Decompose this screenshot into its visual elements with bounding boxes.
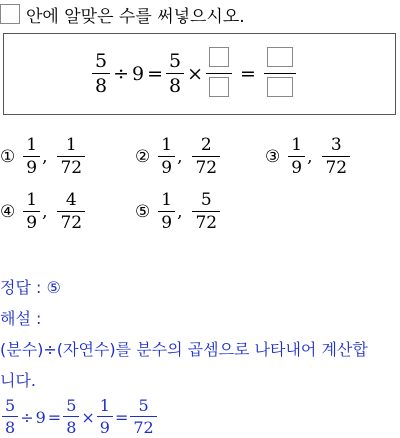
fraction-a [158,137,175,177]
numerator: 3 [330,135,342,155]
explanation-line-1: (분수)÷(자연수)를 분수의 곱셈으로 나타내어 계산합 [0,340,368,359]
equals-sign: = [47,407,62,427]
numerator: 1 [291,135,303,155]
fraction-5-8 [92,52,110,96]
divide-sign: ÷ [20,407,34,427]
denominator: 8 [92,73,110,96]
explanation-line-2: 니다. [0,371,36,390]
fraction-5-8-second [63,398,79,436]
fraction-b [322,137,350,177]
denominator: 72 [192,211,220,232]
choice-3[interactable] [265,135,350,179]
number-9: 9 [35,407,46,427]
answer-blank-box-icon [0,4,20,24]
blank-denominator-box[interactable] [209,77,229,97]
choice-marker: ① [0,147,16,167]
comma: , [177,202,183,222]
equals-sign-second: = [114,407,129,427]
denominator: 8 [2,416,18,436]
equals-sign-second: = [240,63,256,85]
numerator: 5 [169,50,182,72]
blank-denominator-box[interactable] [267,77,293,97]
fraction-5-8-second [166,52,184,96]
choice-2[interactable] [135,135,220,179]
numerator: 1 [161,190,173,210]
denominator: 72 [57,211,85,232]
denominator: 8 [166,73,184,96]
choice-4[interactable] [0,190,85,234]
fraction-b [57,192,85,232]
comma: , [42,147,48,167]
numerator: 1 [99,396,110,415]
blank-numerator-box[interactable] [267,47,293,67]
denominator: 8 [63,416,79,436]
choice-marker: ③ [265,147,281,167]
denominator: 9 [97,416,113,436]
equation [92,48,296,100]
denominator: 9 [23,211,40,232]
choice-marker: ② [135,147,151,167]
explanation-calculation [2,396,157,438]
divide-sign: ÷ [113,63,130,85]
fraction-a [23,137,40,177]
fraction-b [192,192,220,232]
times-sign: × [81,407,95,427]
numerator: 5 [66,396,77,415]
denominator: 9 [158,156,175,177]
blank-fraction-2 [264,47,296,101]
denominator: 72 [322,156,350,177]
fraction-b [192,137,220,177]
comma: , [307,147,313,167]
numerator: 5 [200,190,212,210]
choice-1[interactable] [0,135,85,179]
question-text: 안에 알맞은 수를 써넣으시오. [26,6,245,27]
answer-label: 정답 : ⑤ [0,278,61,297]
choice-marker: ⑤ [135,202,151,222]
denominator: 72 [192,156,220,177]
numerator: 1 [161,135,173,155]
numerator: 2 [200,135,212,155]
numerator: 5 [138,396,149,415]
numerator: 1 [65,135,77,155]
times-sign: × [187,63,204,85]
blank-fraction-1 [206,47,232,101]
comma: , [177,147,183,167]
question-line [0,2,245,26]
numerator: 5 [95,50,108,72]
fraction-a [158,192,175,232]
choice-marker: ④ [0,202,16,222]
denominator: 9 [158,211,175,232]
fraction-b [57,137,85,177]
numerator: 1 [26,190,38,210]
denominator: 72 [57,156,85,177]
numerator: 5 [5,396,16,415]
fraction-5-72 [130,398,156,436]
numerator: 4 [65,190,77,210]
fraction-5-8 [2,398,18,436]
fraction-a [288,137,305,177]
denominator: 72 [130,416,156,436]
numerator: 1 [26,135,38,155]
equals-sign: = [147,63,164,85]
fraction-a [23,192,40,232]
denominator: 9 [23,156,40,177]
number-9: 9 [132,63,145,85]
denominator: 9 [288,156,305,177]
comma: , [42,202,48,222]
fraction-1-9 [97,398,113,436]
explanation-label: 해설 : [0,309,42,328]
blank-numerator-box[interactable] [209,47,229,67]
choice-5[interactable] [135,190,220,234]
